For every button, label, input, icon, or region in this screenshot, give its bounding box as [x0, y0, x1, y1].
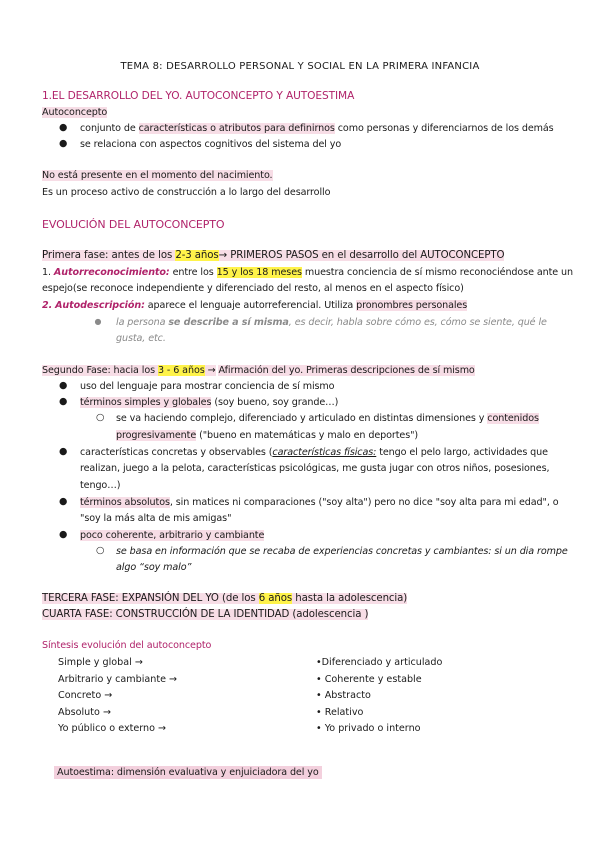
- list-item: características concretas y observables (características físicas: tengo el pelo largo, actividades que: [80, 447, 548, 458]
- bullet-icon: ●: [59, 446, 68, 457]
- bullet-icon: ●: [59, 496, 68, 507]
- sub-list-item: se va haciendo complejo, diferenciado y articulado en distintas dimensiones y contenidos: [116, 413, 539, 424]
- text-line: espejo(se reconoce independiente y diferenciado del resto, al menos en el aspecto físico): [42, 283, 464, 294]
- bullet-icon: ●: [59, 396, 68, 407]
- synthesis-item: • Coherente y estable: [316, 673, 422, 685]
- phase-4-heading: CUARTA FASE: CONSTRUCCIÓN DE LA IDENTIDAD (adolescencia ): [42, 609, 369, 620]
- section-heading: 1.EL DESARROLLO DEL YO. AUTOCONCEPTO Y AUTOESTIMA: [42, 90, 355, 102]
- synthesis-item: • Abstracto: [316, 690, 371, 701]
- synthesis-heading: Síntesis evolución del autoconcepto: [42, 640, 212, 651]
- bullet-icon: ●: [94, 317, 102, 326]
- phase-3-heading: TERCERA FASE: EXPANSIÓN DEL YO (de los 6 años hasta la adolescencia): [42, 593, 408, 604]
- synthesis-item: •Diferenciado y articulado: [316, 657, 443, 668]
- list-item: poco coherente, arbitrario y cambiante: [80, 530, 265, 541]
- list-item: uso del lenguaje para mostrar conciencia de sí mismo: [80, 381, 335, 392]
- synthesis-item: • Relativo: [316, 706, 364, 718]
- list-item: "soy la más alta de mis amigas": [80, 513, 232, 524]
- autoestima-heading: Autoestima: dimensión evaluativa y enjuiciadora del yo: [54, 766, 322, 779]
- list-item: realizan, juego a la pelota, características psicológicas, me gusta jugar con otros niños, posesiones,: [80, 463, 550, 474]
- highlighted-note: No está presente en el momento del nacimiento.: [42, 170, 273, 181]
- synthesis-item: • Yo privado o interno: [316, 723, 421, 734]
- synthesis-right-column: [316, 655, 442, 738]
- autoconcepto-label: Autoconcepto: [42, 107, 108, 118]
- sub-list-item: se basa en información que se recaba de experiencias concretas y cambiantes: si un dia rompe: [116, 546, 568, 557]
- bullet-icon: ●: [59, 529, 68, 540]
- bullet-icon: ●: [59, 138, 68, 149]
- document-title: TEMA 8: DESARROLLO PERSONAL Y SOCIAL EN LA PRIMERA INFANCIA: [120, 61, 480, 72]
- list-item: términos simples y globales (soy bueno, soy grande…): [80, 397, 339, 408]
- list-item: se relaciona con aspectos cognitivos del sistema del yo: [80, 139, 342, 150]
- synthesis-left-column: [58, 655, 177, 738]
- example-line: la persona se describe a sí misma, es decir, habla sobre cómo es, cómo se siente, qué le: [116, 317, 547, 328]
- synthesis-item: Arbitrario y cambiante →: [58, 673, 178, 685]
- synthesis-item: Simple y global →: [58, 657, 143, 668]
- synthesis-item: Concreto →: [58, 690, 113, 701]
- sub-list-item: progresivamente ("bueno en matemáticas y malo en deportes"): [116, 430, 419, 441]
- list-item: términos absolutos, sin matices ni comparaciones ("soy alta") pero no dice "soy alta para mi edad", o: [80, 497, 559, 508]
- sub-bullet-icon: ○: [96, 412, 105, 423]
- phase-2-heading: Segundo Fase: hacia los 3 - 6 años → Afirmación del yo. Primeras descripciones de sí mismo: [42, 365, 475, 376]
- autodescripcion-line: 2. Autodescripción: aparece el lenguaje autorreferencial. Utiliza pronombres personales: [42, 300, 468, 311]
- synthesis-item: Absoluto →: [58, 706, 111, 718]
- autorreconocimiento-line: 1. Autorreconocimiento: entre los 15 y los 18 meses muestra conciencia de sí mismo reconociéndose ante un: [42, 267, 573, 278]
- list-item: tengo…): [80, 480, 121, 491]
- evolution-heading: EVOLUCIÓN DEL AUTOCONCEPTO: [42, 218, 225, 231]
- sub-list-item: algo “soy malo”: [116, 562, 192, 573]
- bullet-icon: ●: [59, 380, 68, 391]
- sub-bullet-icon: ○: [96, 545, 105, 556]
- phase-1-heading: Primera fase: antes de los 2-3 años→ PRIMEROS PASOS en el desarrollo del AUTOCONCEPTO: [42, 250, 505, 261]
- example-line: gusta, etc.: [116, 333, 166, 344]
- text-line: Es un proceso activo de construcción a lo largo del desarrollo: [42, 187, 331, 198]
- synthesis-item: Yo público o externo →: [58, 723, 167, 734]
- list-item: conjunto de características o atributos para definirnos como personas y diferenciarnos de los demás: [80, 123, 554, 134]
- bullet-icon: ●: [59, 122, 68, 133]
